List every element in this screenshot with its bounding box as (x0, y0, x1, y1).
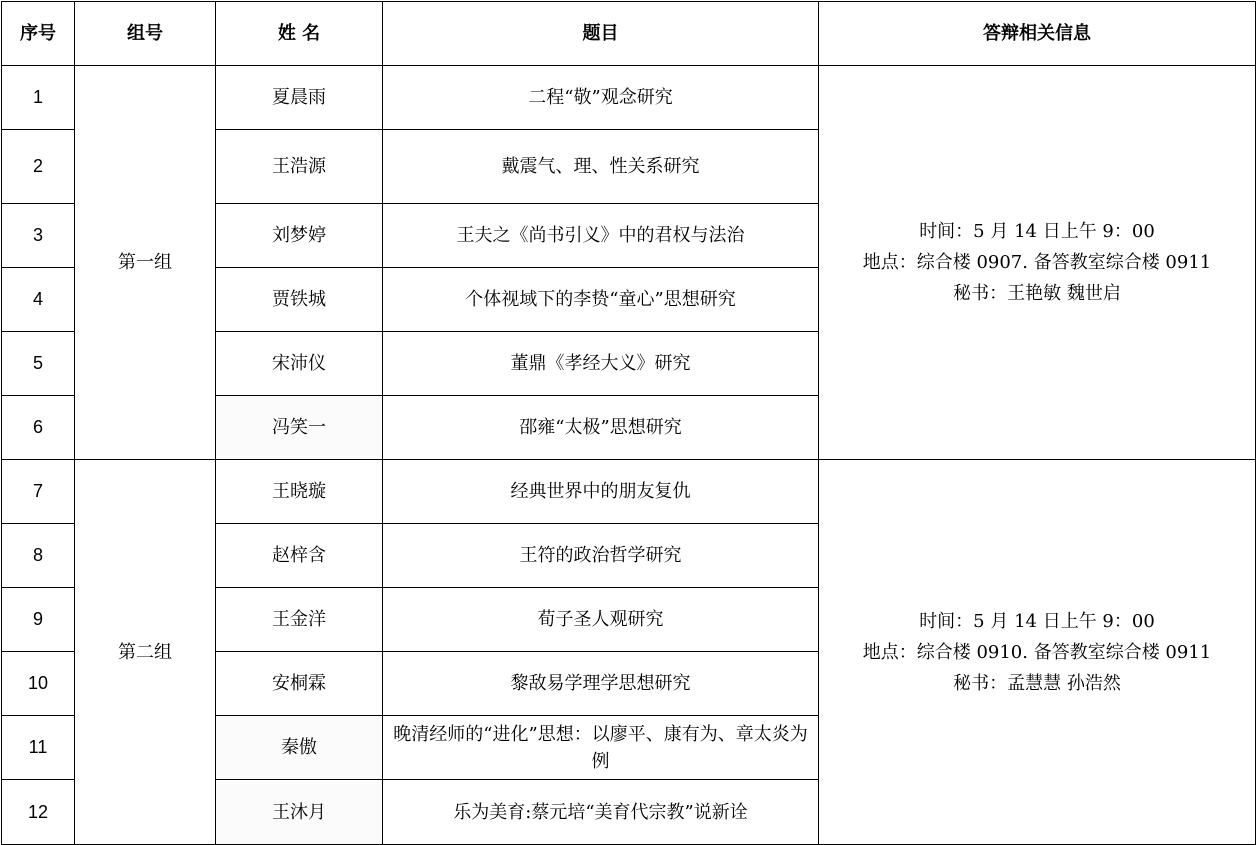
header-info: 答辩相关信息 (819, 2, 1256, 66)
defense-schedule-table (1, 1, 1256, 845)
student-name: 安桐霖 (216, 652, 383, 716)
thesis-title: 乐为美育:蔡元培“美育代宗教”说新诠 (383, 780, 819, 845)
row-index: 12 (2, 780, 75, 845)
row-index: 2 (2, 130, 75, 204)
header-row (2, 2, 1256, 66)
thesis-title: 王符的政治哲学研究 (383, 524, 819, 588)
thesis-title: 经典世界中的朋友复仇 (383, 460, 819, 524)
row-index: 10 (2, 652, 75, 716)
row-index: 6 (2, 396, 75, 460)
defense-secretary: 秘书：王艳敏 魏世启 (953, 283, 1121, 304)
header-group: 组号 (75, 2, 216, 66)
thesis-title: 邵雍“太极”思想研究 (383, 396, 819, 460)
row-index: 9 (2, 588, 75, 652)
row-index: 7 (2, 460, 75, 524)
row-index: 5 (2, 332, 75, 396)
student-name: 王晓璇 (216, 460, 383, 524)
group-label: 第二组 (75, 460, 216, 845)
header-index: 序号 (2, 2, 75, 66)
student-name: 夏晨雨 (216, 66, 383, 130)
thesis-title: 董鼎《孝经大义》研究 (383, 332, 819, 396)
row-index: 8 (2, 524, 75, 588)
student-name: 秦傲 (216, 716, 383, 780)
thesis-title: 二程“敬”观念研究 (383, 66, 819, 130)
table-row (2, 460, 1256, 524)
row-index: 11 (2, 716, 75, 780)
row-index: 3 (2, 204, 75, 268)
group-info (819, 66, 1256, 460)
defense-secretary: 秘书：孟慧慧 孙浩然 (953, 672, 1121, 694)
student-name: 王沐月 (216, 780, 383, 845)
row-index: 1 (2, 66, 75, 130)
defense-time: 时间：5 月 14 日上午 9：00 (919, 221, 1155, 242)
defense-place: 地点：综合楼 0910. 备答教室综合楼 0911 (862, 641, 1212, 663)
student-name: 刘梦婷 (216, 204, 383, 268)
header-name: 姓 名 (216, 2, 383, 66)
thesis-title: 黎敌易学理学思想研究 (383, 652, 819, 716)
student-name: 宋沛仪 (216, 332, 383, 396)
table-row (2, 66, 1256, 130)
thesis-title: 个体视域下的李贽“童心”思想研究 (383, 268, 819, 332)
group-label: 第一组 (75, 66, 216, 460)
student-name: 贾铁城 (216, 268, 383, 332)
header-title: 题目 (383, 2, 819, 66)
thesis-title: 荀子圣人观研究 (383, 588, 819, 652)
defense-place: 地点：综合楼 0907. 备答教室综合楼 0911 (862, 252, 1212, 273)
thesis-title: 晚清经师的“进化”思想：以廖平、康有为、章太炎为例 (383, 716, 819, 780)
student-name: 赵梓含 (216, 524, 383, 588)
thesis-title: 王夫之《尚书引义》中的君权与法治 (383, 204, 819, 268)
student-name: 王浩源 (216, 130, 383, 204)
defense-time: 时间：5 月 14 日上午 9：00 (919, 610, 1155, 632)
group-info (819, 460, 1256, 845)
row-index: 4 (2, 268, 75, 332)
thesis-title: 戴震气、理、性关系研究 (383, 130, 819, 204)
student-name: 王金洋 (216, 588, 383, 652)
student-name: 冯笑一 (216, 396, 383, 460)
